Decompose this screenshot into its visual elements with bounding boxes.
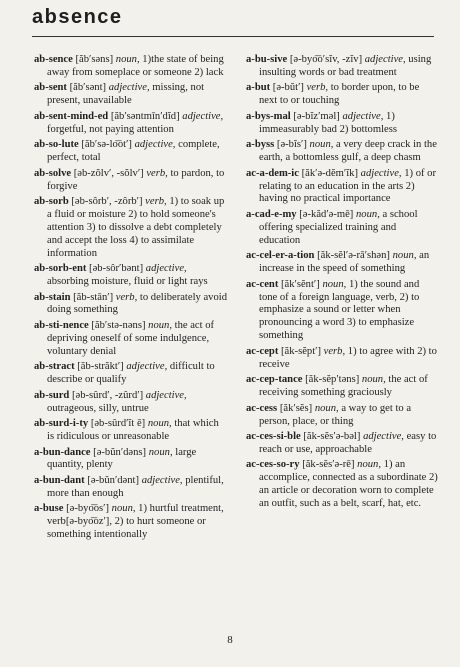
entry-definition: the act of receiving something graciously bbox=[259, 374, 428, 399]
dictionary-entry bbox=[34, 196, 228, 261]
entry-pronunciation: [ə-kăd′ə-mē] bbox=[299, 208, 354, 220]
entry-headword: ac-cess bbox=[246, 402, 278, 414]
entry-part-of-speech: adjective, bbox=[145, 389, 187, 401]
entry-part-of-speech: adjective, bbox=[364, 54, 406, 65]
right-column bbox=[246, 54, 438, 514]
entry-definition: a way to get to a person, place, or thing bbox=[259, 402, 412, 427]
entry-headword: a-bys-mal bbox=[246, 110, 291, 122]
dictionary-entry bbox=[246, 431, 438, 457]
entry-part-of-speech: verb, bbox=[115, 291, 138, 303]
entry-definition: that which is ridiculous or unreasonable bbox=[47, 418, 219, 442]
dictionary-entry bbox=[34, 447, 228, 473]
dictionary-entry bbox=[34, 320, 228, 359]
entry-pronunciation: [ə-bŭn′dəns] bbox=[93, 446, 147, 458]
entry-part-of-speech: noun, bbox=[147, 418, 172, 430]
entry-part-of-speech: verb, bbox=[323, 345, 346, 357]
page-header bbox=[32, 6, 434, 37]
entry-definition: large quantity, plenty bbox=[47, 446, 197, 471]
entry-pronunciation: [ăb′səntmīn′dĭd] bbox=[110, 110, 180, 122]
entry-part-of-speech: verb, bbox=[145, 196, 167, 208]
entry-definition: a school offering specialized training and education bbox=[259, 208, 418, 246]
dictionary-entry bbox=[34, 390, 228, 416]
entry-definition: to deliberately avoid doing something bbox=[47, 291, 227, 316]
entry-definition: to pardon, to forgive bbox=[47, 167, 225, 192]
entry-headword: a-buse bbox=[34, 503, 64, 515]
entry-definition: 1) of or relating to an education in the arts 2) having no practical importance bbox=[259, 167, 436, 205]
entry-pronunciation: [ə-bŭn′dənt] bbox=[87, 474, 140, 486]
dictionary-entry bbox=[246, 82, 438, 108]
entry-headword: ab-sorb bbox=[34, 196, 69, 208]
entry-part-of-speech: adjective, bbox=[108, 82, 150, 94]
entry-part-of-speech: noun, bbox=[322, 278, 347, 290]
dictionary-entry bbox=[34, 503, 228, 542]
dictionary-entry bbox=[246, 374, 438, 400]
entry-headword: ab-sence bbox=[34, 54, 73, 65]
entry-pronunciation: [ăb′sənt] bbox=[69, 82, 107, 94]
dictionary-entry bbox=[246, 54, 438, 80]
entry-part-of-speech: adjective, bbox=[134, 139, 176, 151]
entry-headword: ac-ces-so-ry bbox=[246, 459, 300, 471]
entry-part-of-speech: adjective, bbox=[182, 110, 224, 122]
dictionary-entry bbox=[34, 82, 228, 108]
entry-definition: 1) immeasurably bad 2) bottomless bbox=[259, 110, 397, 135]
guide-word: absence bbox=[32, 6, 123, 28]
entry-pronunciation: [əb-sôrb′, -zôrb′] bbox=[71, 196, 143, 208]
entry-part-of-speech: noun, bbox=[309, 139, 334, 151]
entry-definition: 1) to soak up a fluid or moisture 2) to hold someone's attention 3) to dissolve a debt completely and accept the loss 4) to assimilate information bbox=[47, 196, 225, 259]
dictionary-entry bbox=[34, 475, 228, 501]
entry-pronunciation: [ăk-sĕp′təns] bbox=[305, 374, 360, 386]
dictionary-entry bbox=[34, 111, 228, 137]
entry-part-of-speech: verb, bbox=[146, 167, 168, 179]
entry-part-of-speech: adjective, bbox=[145, 263, 187, 275]
dictionary-entry bbox=[34, 418, 228, 444]
entry-definition: using insulting words or bad treatment bbox=[259, 54, 432, 78]
entry-part-of-speech: noun, bbox=[148, 446, 173, 458]
entry-headword: ab-surd bbox=[34, 389, 70, 401]
dictionary-entry bbox=[246, 168, 438, 207]
entry-headword: a-bun-dant bbox=[34, 474, 85, 486]
entry-part-of-speech: noun, bbox=[356, 208, 380, 220]
entry-headword: a-but bbox=[246, 82, 271, 94]
entry-headword: a-byss bbox=[246, 139, 275, 151]
entry-part-of-speech: noun, bbox=[392, 250, 417, 262]
entry-definition: 1) to agree with 2) to receive bbox=[259, 345, 437, 370]
entry-headword: ab-solve bbox=[34, 167, 72, 179]
entry-headword: ab-sent-mind-ed bbox=[34, 110, 109, 122]
page-number: 8 bbox=[227, 634, 233, 646]
entry-pronunciation: [ăb′səns] bbox=[75, 54, 114, 65]
entry-part-of-speech: adjective, bbox=[363, 431, 404, 442]
entry-headword: ac-cep-tance bbox=[246, 374, 303, 386]
entry-pronunciation: [ăb′stə-nəns] bbox=[91, 319, 146, 331]
dictionary-entry bbox=[246, 111, 438, 137]
entry-pronunciation: [ăk-sĕl′ə-rā′shən] bbox=[317, 250, 390, 262]
entry-pronunciation: [ăb-stān′] bbox=[73, 291, 114, 303]
entry-pronunciation: [ə-byo͞os′] bbox=[66, 503, 110, 515]
dictionary-entry bbox=[34, 263, 228, 289]
entry-definition: easy to reach or use, approachable bbox=[259, 431, 437, 455]
entry-pronunciation: [ə-bŭt′] bbox=[272, 82, 304, 94]
entry-headword: ab-sti-nence bbox=[34, 319, 89, 331]
entry-pronunciation: [ăb′sə-lo͞ot′] bbox=[81, 139, 132, 151]
entry-headword: ab-surd-i-ty bbox=[34, 418, 89, 430]
dictionary-entry bbox=[246, 346, 438, 372]
entry-headword: ab-stract bbox=[34, 361, 75, 373]
dictionary-entry bbox=[246, 459, 438, 511]
entry-pronunciation: [əb-sôr′bənt] bbox=[89, 263, 144, 275]
entry-part-of-speech: adjective, bbox=[342, 110, 384, 122]
entry-pronunciation: [əb-zŏlv′, -sŏlv′] bbox=[73, 167, 144, 179]
entry-pronunciation: [ăk-sĕs′ə-bəl] bbox=[303, 431, 361, 442]
entry-part-of-speech: noun, bbox=[357, 459, 381, 471]
entry-pronunciation: [ăk′sĕs] bbox=[279, 402, 313, 414]
entry-pronunciation: [əb-sûrd′ĭt ē] bbox=[90, 418, 146, 430]
entry-pronunciation: [ăk-sĕpt′] bbox=[281, 345, 321, 357]
entry-pronunciation: [ăb-străkt′] bbox=[77, 361, 124, 373]
entry-headword: a-bu-sive bbox=[246, 54, 288, 65]
dictionary-entry bbox=[34, 292, 228, 318]
entry-headword: a-cad-e-my bbox=[246, 208, 297, 220]
entry-definition: forgetful, not paying attention bbox=[47, 123, 174, 135]
entry-part-of-speech: noun, bbox=[361, 374, 386, 386]
dictionary-entry bbox=[34, 139, 228, 165]
entry-part-of-speech: adjective, bbox=[360, 167, 402, 179]
entry-definition: absorbing moisture, fluid or light rays bbox=[47, 276, 208, 288]
entry-headword: ac-ces-si-ble bbox=[246, 431, 301, 442]
entry-headword: ab-so-lute bbox=[34, 139, 79, 151]
entry-pronunciation: [ə-bĭz′məl] bbox=[293, 110, 340, 122]
entry-definition: to border upon, to be next to or touching bbox=[259, 82, 420, 107]
entry-part-of-speech: adjective, bbox=[141, 474, 183, 486]
entry-definition: a very deep crack in the earth, a bottomless gulf, a deep chasm bbox=[259, 139, 437, 164]
entry-definition: 1) an accomplice, connected as a subordinate 2) an article or decoration worn to complete an outfit, such as a belt, scarf, hat, etc. bbox=[259, 459, 438, 510]
entry-definition: outrageous, silly, untrue bbox=[47, 402, 149, 414]
entry-headword: ab-sent bbox=[34, 82, 67, 94]
entry-pronunciation: [ə-bĭs′] bbox=[276, 139, 307, 151]
entry-definition: plentiful, more than enough bbox=[47, 474, 224, 499]
dictionary-entry bbox=[246, 279, 438, 344]
entry-part-of-speech: noun, bbox=[314, 402, 339, 414]
dictionary-entry bbox=[246, 139, 438, 165]
entry-pronunciation: [ə-byo͞o′sĭv, -zĭv] bbox=[289, 54, 363, 65]
entry-pronunciation: [ăk-sĕs′ə-rē] bbox=[302, 459, 355, 471]
dictionary-entry bbox=[34, 361, 228, 387]
entry-headword: ac-cel-er-a-tion bbox=[246, 250, 315, 262]
entry-headword: ab-sorb-ent bbox=[34, 263, 87, 275]
entry-headword: ab-stain bbox=[34, 291, 71, 303]
entry-definition: missing, not present, unavailable bbox=[47, 82, 205, 107]
entry-part-of-speech: noun, bbox=[111, 503, 136, 515]
entry-part-of-speech: verb, bbox=[306, 82, 329, 94]
entry-part-of-speech: noun, bbox=[148, 319, 172, 331]
entry-headword: a-bun-dance bbox=[34, 446, 91, 458]
entry-definition: an increase in the speed of something bbox=[259, 250, 430, 275]
dictionary-entry bbox=[34, 54, 228, 80]
dictionary-entry bbox=[246, 250, 438, 276]
entry-headword: ac-a-dem-ic bbox=[246, 167, 299, 179]
entry-definition: 1) the sound and tone of a foreign language, verb, 2) to emphasize a sound or letter when pronouncing a word 3) to emphasize something bbox=[259, 278, 420, 342]
entry-pronunciation: [ăk′ə-dĕm′ĭk] bbox=[301, 167, 359, 179]
dictionary-entry bbox=[246, 403, 438, 429]
entry-definition: the act of depriving oneself of some indulgence, voluntary denial bbox=[47, 319, 215, 357]
entry-part-of-speech: adjective, bbox=[126, 361, 168, 373]
entry-definition: 1)the state of being away from someplace or someone 2) lack bbox=[47, 54, 224, 78]
entry-part-of-speech: noun, bbox=[115, 54, 140, 65]
entry-pronunciation: [əb-sûrd′, -zûrd′] bbox=[71, 389, 144, 401]
dictionary-entry bbox=[34, 168, 228, 194]
entry-headword: ac-cept bbox=[246, 345, 279, 357]
entry-definition: complete, perfect, total bbox=[47, 139, 220, 164]
entry-headword: ac-cent bbox=[246, 278, 279, 290]
entry-definition: 1) hurtful treatment, verb[ə-byo͞oz′], 2) to hurt someone or something intentionally bbox=[47, 503, 224, 541]
entry-definition: difficult to describe or qualify bbox=[47, 361, 215, 386]
left-column bbox=[34, 54, 228, 545]
dictionary-entry bbox=[246, 209, 438, 248]
entry-pronunciation: [ăk′sĕnt′] bbox=[281, 278, 320, 290]
